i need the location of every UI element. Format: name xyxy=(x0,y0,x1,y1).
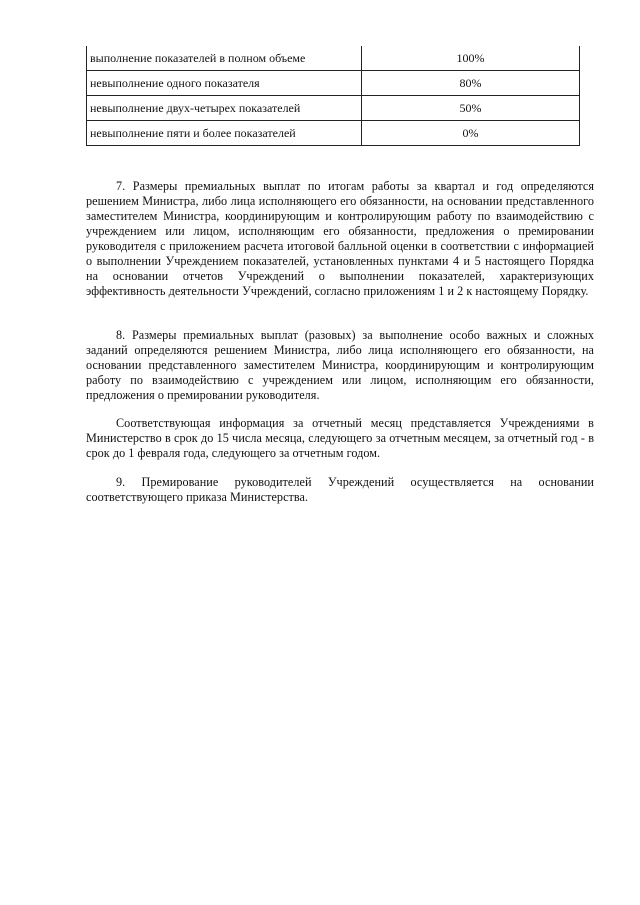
paragraph-9: 9. Премирование руководителей Учреждений осуществляется на основании соответствующего приказа Министерства. xyxy=(86,475,594,504)
table-cell-value: 0% xyxy=(362,121,580,146)
table-cell-label: невыполнение двух-четырех показателей xyxy=(87,96,362,121)
table-cell-value: 100% xyxy=(362,46,580,71)
table-cell-value: 80% xyxy=(362,71,580,96)
paragraph-reporting-info: Соответствующая информация за отчетный месяц представляется Учреждениями в Министерство в срок до 15 числа месяца, следующего за отчетным месяцем, за отчетный год - в срок до 1 февраля года, следующего за отчетным годом. xyxy=(86,416,594,460)
table-row xyxy=(87,46,580,71)
table-cell-label: выполнение показателей в полном объеме xyxy=(87,46,362,71)
score-table xyxy=(86,46,580,146)
table-row xyxy=(87,71,580,96)
table-cell-label: невыполнение пяти и более показателей xyxy=(87,121,362,146)
paragraph-8: 8. Размеры премиальных выплат (разовых) за выполнение особо важных и сложных заданий определяются решением Министра, либо лица исполняющего его обязанности, на основании представленного заместителем Министра, координирующим и контролирующим работу по взаимодействию с учреждением или лицом, исполняющим его обязанности, предложения о премировании руководителя. xyxy=(86,328,594,402)
table-cell-value: 50% xyxy=(362,96,580,121)
table-cell-label: невыполнение одного показателя xyxy=(87,71,362,96)
paragraph-7: 7. Размеры премиальных выплат по итогам работы за квартал и год определяются решением Министра, либо лица исполняющего его обязанности, на основании представленного заместителем Министра, координирующим и контролирующим работу по взаимодействию с учреждением или лицом, исполняющим его обязанности, предложения о премировании руководителя с приложением расчета итоговой балльной оценки в соответствии с информацией о выполнении Учреждением показателей, установленных пунктами 4 и 5 настоящего Порядка на основании отчетов Учреждений о выполнении показателей, характеризующих эффективность деятельности Учреждений, согласно приложениям 1 и 2 к настоящему Порядку. xyxy=(86,179,594,298)
table-row xyxy=(87,121,580,146)
table-row xyxy=(87,96,580,121)
